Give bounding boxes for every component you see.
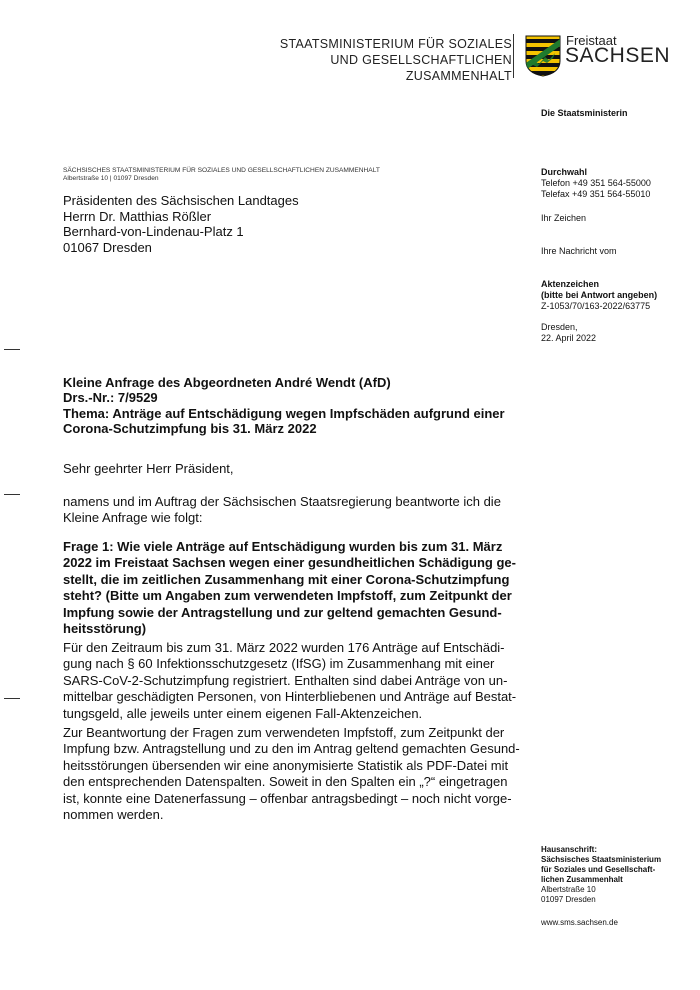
recipient-line: Präsidenten des Sächsischen Landtages [63, 193, 299, 208]
ministry-name-line: STAATSMINISTERIUM FÜR SOZIALES [279, 37, 512, 51]
hausanschrift-name: für Soziales und Gesellschaft- [541, 865, 656, 874]
question-1 [63, 539, 516, 637]
subject-line: Thema: Anträge auf Entschädigung wegen Impfschäden aufgrund einer [63, 405, 505, 421]
text-line: den entsprechenden Datenspalten. Soweit in den Spalten ein „?“ eingetragen [63, 774, 508, 790]
text-line: heitsstörungen übersenden wir eine anonymisierte Statistik als PDF-Datei mit [63, 757, 509, 773]
text-line: namens und im Auftrag der Sächsischen Staatsregierung beantworte ich die [63, 494, 501, 509]
logo-freistaat: Freistaat [566, 33, 617, 48]
text-line: nommen werden. [63, 807, 164, 823]
telefax: Telefax +49 351 564-55010 [541, 189, 651, 199]
contact-phone-block [541, 167, 691, 200]
signatory-role: Die Staatsministerin [541, 108, 628, 118]
text-line: Für den Zeitraum bis zum 31. März 2022 wurden 176 Anträge auf Entschädi- [63, 640, 505, 655]
text-line: stellt, die im zeitlichen Zusammenhang mit einer Corona-Schutzimpfung [63, 571, 510, 587]
hausanschrift-city: 01097 Dresden [541, 895, 596, 904]
sender-return-address [63, 167, 380, 183]
text-line: 2022 im Freistaat Sachsen wegen einer gesundheitlichen Schädigung ge- [63, 555, 516, 571]
ministry-name-line: UND GESELLSCHAFTLICHEN [330, 53, 512, 67]
text-line: Impfung bzw. Antragstellung und zu den im Antrag geltend gemachten Gesund- [63, 741, 520, 757]
text-line: Zur Beantwortung der Fragen zum verwendeten Impfstoff, zum Zeitpunkt der [63, 725, 505, 740]
answer-paragraph-2 [63, 725, 520, 823]
answer-paragraph-1 [63, 640, 516, 722]
recipient-line: 01067 Dresden [63, 239, 152, 255]
hausanschrift-block [541, 845, 691, 905]
subject-line: Drs.-Nr.: 7/9529 [63, 390, 158, 406]
hausanschrift-street: Albertstraße 10 [541, 885, 596, 894]
intro-paragraph [63, 494, 516, 526]
aktenzeichen-label: Aktenzeichen [541, 279, 600, 289]
logo-sachsen: SACHSEN [565, 44, 671, 67]
subject-line: Corona-Schutzimpfung bis 31. März 2022 [63, 420, 317, 436]
date: 22. April 2022 [541, 333, 597, 343]
recipient-address [63, 193, 299, 255]
ihr-zeichen-label: Ihr Zeichen [541, 213, 587, 223]
fold-mark [4, 349, 20, 350]
recipient-line: Herrn Dr. Matthias Rößler [63, 208, 212, 224]
aktenzeichen-value: Z-1053/70/163-2022/63775 [541, 301, 651, 311]
sender-line: Albertstraße 10 | 01097 Dresden [63, 175, 159, 182]
fold-mark [4, 698, 20, 699]
hausanschrift-name: lichen Zusammenhalt [541, 875, 623, 884]
durchwahl-label: Durchwahl [541, 167, 588, 177]
text-line: ist, konnte eine Datenerfassung – offenbar antragsbedingt – noch nicht vorge- [63, 790, 512, 806]
salutation: Sehr geehrter Herr Präsident, [63, 461, 234, 476]
place: Dresden, [541, 322, 578, 332]
date-block [541, 322, 691, 344]
subject-line: Kleine Anfrage des Abgeordneten André Wendt (AfD) [63, 375, 391, 390]
text-line: gung nach § 60 Infektionsschutzgesetz (IfSG) im Zusammenhang mit einer [63, 656, 495, 672]
text-line: SARS-CoV-2-Schutzimpfung registriert. Enthalten sind dabei Anträge von un- [63, 672, 508, 688]
telefon: Telefon +49 351 564-55000 [541, 178, 651, 188]
sender-line: SÄCHSISCHES STAATSMINISTERIUM FÜR SOZIALES UND GESELLSCHAFTLICHEN ZUSAMMENHALT [63, 167, 380, 174]
text-line: Frage 1: Wie viele Anträge auf Entschädigung wurden bis zum 31. März [63, 539, 503, 554]
text-line: Impfung sowie der Antragstellung und zur geltend gemachten Gesund- [63, 604, 502, 620]
ministry-name-line: ZUSAMMENHALT [405, 69, 512, 83]
text-line: steht? (Bitte um Angaben zum verwendeten Impfstoff, zum Zeitpunkt der [63, 588, 512, 604]
text-line: Kleine Anfrage wie folgt: [63, 510, 203, 526]
fold-mark [4, 494, 20, 495]
subject [63, 375, 516, 436]
ministry-name [280, 36, 512, 84]
website-link[interactable]: www.sms.sachsen.de [541, 918, 618, 927]
text-line: tungsgeld, alle jeweils unter einem eigenen Fall-Aktenzeichen. [63, 705, 423, 721]
logo-divider [513, 34, 514, 78]
text-line: heitsstörung) [63, 621, 147, 637]
recipient-line: Bernhard-von-Lindenau-Platz 1 [63, 224, 244, 239]
hausanschrift-name: Sächsisches Staatsministerium [541, 855, 662, 864]
hausanschrift-label: Hausanschrift: [541, 845, 598, 854]
ihre-nachricht-label: Ihre Nachricht vom [541, 246, 617, 256]
text-line: mittelbar geschädigten Personen, von Hinterbliebenen und Anträge auf Bestat- [63, 689, 517, 705]
aktenzeichen-block [541, 279, 691, 312]
coat-of-arms-icon [525, 35, 561, 77]
aktenzeichen-hint: (bitte bei Antwort angeben) [541, 290, 658, 300]
